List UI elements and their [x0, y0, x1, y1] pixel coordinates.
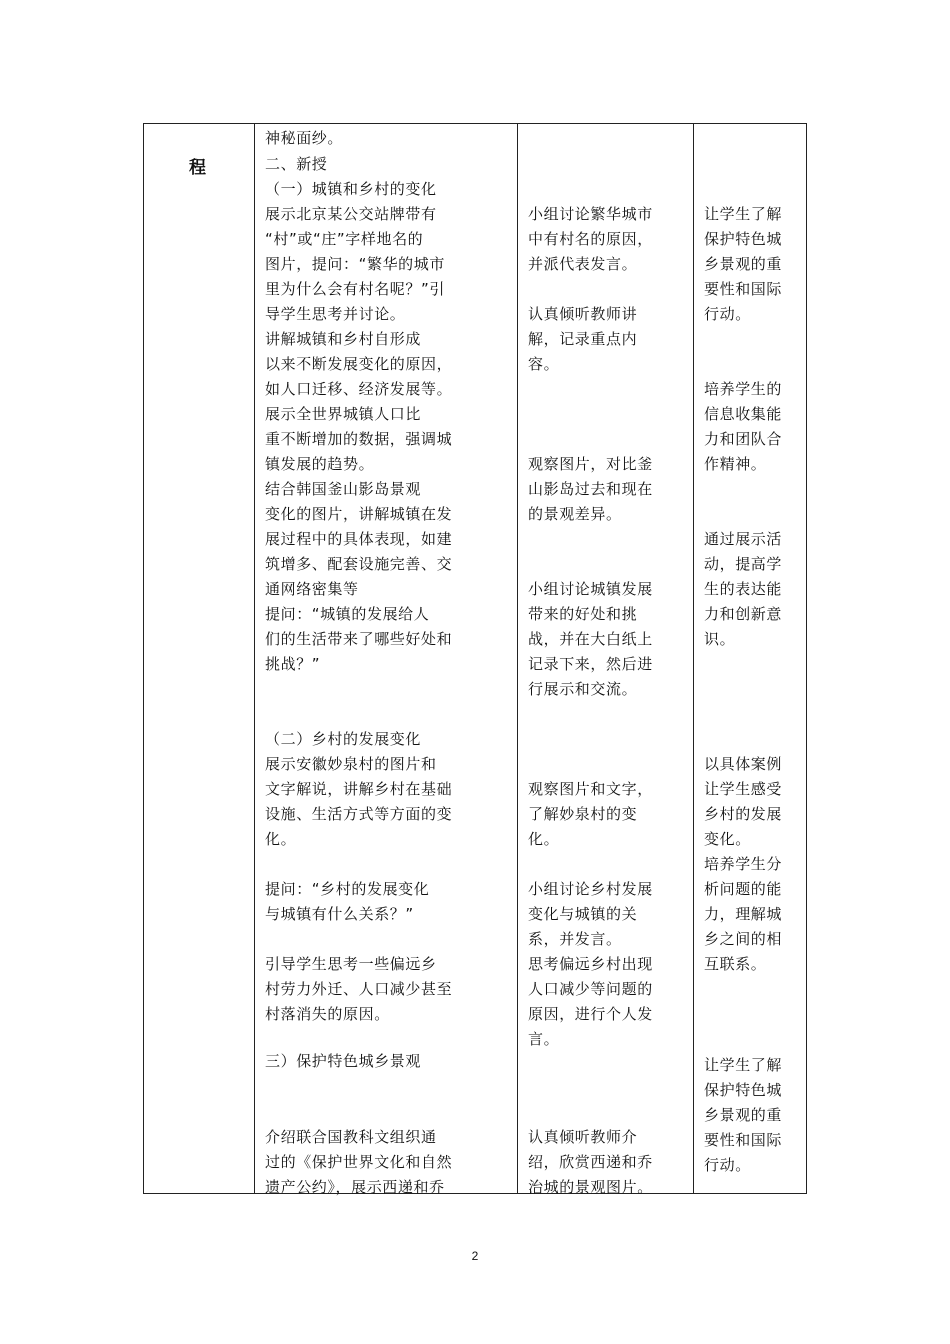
intent-text-line: 要性和国际 [704, 1131, 783, 1149]
intent-text-line: 力，理解城 [704, 905, 783, 923]
student-text-line: 原因，进行个人发 [528, 1005, 653, 1023]
teacher-text-line: 展过程中的具体表现，如建 [265, 530, 453, 548]
teacher-text-line: 村劳力外迁、人口减少甚至 [265, 980, 453, 998]
teacher-text-line: 展示北京某公交站牌带有 [265, 205, 437, 223]
intent-text-line: 行动。 [704, 305, 751, 323]
teacher-text-line: 里为什么会有村名呢？”引 [265, 280, 445, 298]
teacher-text-line: 如人口迁移、经济发展等。 [265, 380, 453, 398]
student-activity-column [518, 124, 693, 1196]
student-text-line: 了解妙泉村的变 [528, 805, 638, 823]
student-text-line: 认真倾听教师讲 [528, 305, 638, 323]
student-text-line: 化。 [528, 830, 560, 848]
student-text-line: 认真倾听教师介 [528, 1128, 638, 1146]
teacher-text-line: 引导学生思考一些偏远乡 [265, 955, 437, 973]
intent-text-line: 行动。 [704, 1156, 751, 1174]
stage-column [144, 124, 254, 1193]
student-text-line: 思考偏远乡村出现 [528, 955, 653, 973]
teacher-text-line: 图片，提问：“繁华的城市 [265, 255, 445, 273]
student-text-line: 变化与城镇的关 [528, 905, 638, 923]
intent-text-line: 力和团队合 [704, 430, 783, 448]
teacher-text-line: 筑增多、配套设施完善、交 [265, 555, 453, 573]
teacher-activity-column [255, 124, 517, 1196]
student-text-line: 小组讨论城镇发展 [528, 580, 653, 598]
student-text-line: 记录下来，然后进 [528, 655, 653, 673]
intent-text-line: 力和创新意 [704, 605, 783, 623]
student-text-line: 中有村名的原因， [528, 230, 653, 248]
intent-text-line: 乡村的发展 [704, 805, 783, 823]
student-text-line: 言。 [528, 1030, 560, 1048]
intent-text-line: 乡景观的重 [704, 1106, 783, 1124]
teacher-text-line: 通网络密集等 [265, 580, 359, 598]
teacher-text-line: 遗产公约》，展示西递和乔 [265, 1178, 445, 1196]
teacher-text-line: 提问：“乡村的发展变化 [265, 880, 430, 898]
intent-text-line: 培养学生的 [704, 380, 783, 398]
teacher-text-line: （二）乡村的发展变化 [265, 730, 422, 748]
teacher-text-line: 与城镇有什么关系？” [265, 905, 414, 923]
teacher-text-line: 导学生思考并讨论。 [265, 305, 406, 323]
teacher-text-line: 化。 [265, 830, 297, 848]
intent-text-line: 互联系。 [704, 955, 767, 973]
intent-text-line: 乡景观的重 [704, 255, 783, 273]
student-text-line: 系，并发言。 [528, 930, 622, 948]
intent-text-line: 乡之间的相 [704, 930, 783, 948]
teacher-text-line: （一）城镇和乡村的变化 [265, 180, 437, 198]
intent-text-line: 培养学生分 [704, 855, 783, 873]
student-text-line: 带来的好处和挑 [528, 605, 638, 623]
intent-text-line: 要性和国际 [704, 280, 783, 298]
design-intent-column [694, 124, 808, 1193]
student-text-line: 的景观差异。 [528, 505, 622, 523]
teacher-text-line: 神秘面纱。 [265, 129, 344, 147]
intent-text-line: 识。 [704, 630, 736, 648]
teacher-text-line: 村落消失的原因。 [265, 1005, 390, 1023]
teacher-text-line: 二、新授 [265, 155, 328, 173]
lesson-table [143, 123, 807, 1194]
student-text-line: 观察图片，对比釜 [528, 455, 653, 473]
teacher-text-line: 挑战？” [265, 655, 321, 673]
teacher-text-line: 们的生活带来了哪些好处和 [265, 630, 453, 648]
student-text-line: 小组讨论乡村发展 [528, 880, 653, 898]
teacher-text-line: 文字解说，讲解乡村在基础 [265, 780, 453, 798]
stage-label: 程 [189, 158, 206, 178]
teacher-text-line: 三）保护特色城乡景观 [265, 1052, 422, 1070]
teacher-text-line: 以来不断发展变化的原因， [265, 355, 453, 373]
intent-text-line: 让学生了解 [704, 205, 783, 223]
teacher-text-line: 结合韩国釜山影岛景观 [265, 480, 422, 498]
page-number: 2 [471, 1249, 479, 1263]
student-text-line: 小组讨论繁华城市 [528, 205, 653, 223]
intent-text-line: 保护特色城 [704, 1081, 783, 1099]
student-text-line: 治城的景观图片。 [528, 1178, 653, 1196]
intent-text-line: 作精神。 [704, 455, 767, 473]
intent-text-line: 析问题的能 [704, 880, 783, 898]
teacher-text-line: 展示安徽妙泉村的图片和 [265, 755, 437, 773]
intent-text-line: 以具体案例 [704, 755, 783, 773]
teacher-text-line: 重不断增加的数据，强调城 [265, 430, 453, 448]
teacher-text-line: 镇发展的趋势。 [265, 455, 375, 473]
student-text-line: 行展示和交流。 [528, 680, 638, 698]
teacher-text-line: 提问：“城镇的发展给人 [265, 605, 430, 623]
teacher-text-line: 变化的图片，讲解城镇在发 [265, 505, 453, 523]
intent-text-line: 生的表达能 [704, 580, 783, 598]
intent-text-line: 动，提高学 [704, 555, 783, 573]
teacher-text-line: “村”或“庄”字样地名的 [265, 230, 424, 248]
teacher-text-line: 过的《保护世界文化和自然 [265, 1153, 453, 1171]
student-text-line: 山影岛过去和现在 [528, 480, 653, 498]
student-text-line: 解，记录重点内 [528, 330, 638, 348]
intent-text-line: 保护特色城 [704, 230, 783, 248]
student-text-line: 观察图片和文字， [528, 780, 653, 798]
intent-text-line: 让学生感受 [704, 780, 783, 798]
student-text-line: 人口减少等问题的 [528, 980, 653, 998]
intent-text-line: 让学生了解 [704, 1056, 783, 1074]
teacher-text-line: 设施、生活方式等方面的变 [265, 805, 453, 823]
intent-text-line: 变化。 [704, 830, 751, 848]
student-text-line: 并派代表发言。 [528, 255, 638, 273]
teacher-text-line: 展示全世界城镇人口比 [265, 405, 422, 423]
teacher-text-line: 介绍联合国教科文组织通 [265, 1128, 437, 1146]
student-text-line: 战，并在大白纸上 [528, 630, 653, 648]
intent-text-line: 通过展示活 [704, 530, 783, 548]
teacher-text-line: 讲解城镇和乡村自形成 [265, 330, 422, 348]
student-text-line: 绍，欣赏西递和乔 [528, 1153, 653, 1171]
student-text-line: 容。 [528, 355, 560, 373]
intent-text-line: 信息收集能 [704, 405, 783, 423]
